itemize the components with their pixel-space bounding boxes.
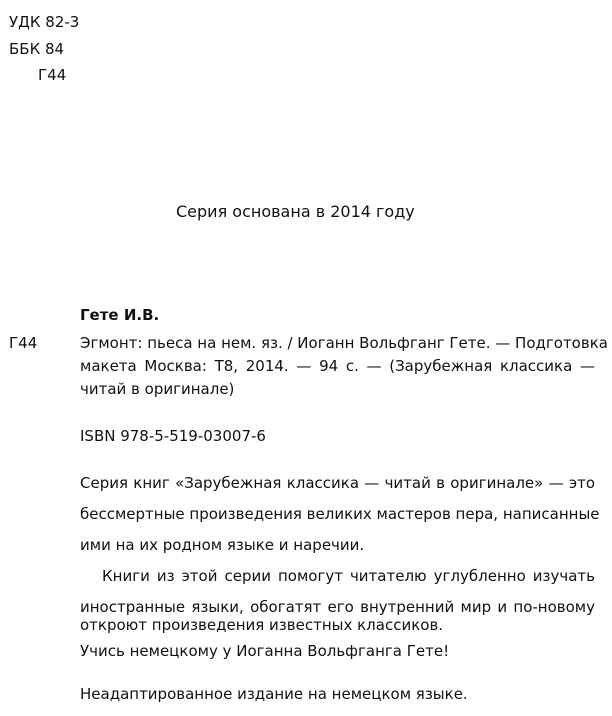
udk-code: УДК 82-3	[9, 13, 80, 31]
bbk-code: ББК 84	[9, 40, 65, 58]
annotation-p3: Учись немецкому у Иоганна Вольфганга Гете!	[80, 642, 450, 660]
annotation-p4: Неадаптированное издание на немецком языке.	[80, 685, 468, 703]
annotation-p1-line-2: бессмертные произведения великих мастеров пера, написанные	[80, 505, 600, 523]
annotation-p1-line-3: ими на их родном языке и наречии.	[80, 536, 365, 554]
author-mark: Г44	[38, 66, 67, 84]
bib-author-mark: Г44	[9, 334, 38, 352]
author-heading: Гете И.В.	[80, 306, 160, 324]
series-note: Серия основана в 2014 году	[176, 202, 415, 221]
annotation-p1-line-1: Серия книг «Зарубежная классика — читай в оригинале» — это	[80, 474, 595, 492]
bib-description-line-2: макета Москва: Т8, 2014. — 94 с. — (Зарубежная классика —	[80, 357, 595, 375]
annotation-p2-line-2: иностранные языки, обогатят его внутренний мир и по-новому	[80, 598, 595, 616]
annotation-p2-line-3: откроют произведения известных классиков.	[80, 616, 444, 634]
bib-description-line-3: читай в оригинале)	[80, 380, 235, 398]
bib-description-line-1: Эгмонт: пьеса на нем. яз. / Иоганн Вольфганг Гете. — Подготовка	[80, 334, 608, 352]
annotation-p2-line-1: Книги из этой серии помогут читателю углубленно изучать	[102, 567, 595, 585]
isbn: ISBN 978-5-519-03007-6	[80, 427, 266, 445]
